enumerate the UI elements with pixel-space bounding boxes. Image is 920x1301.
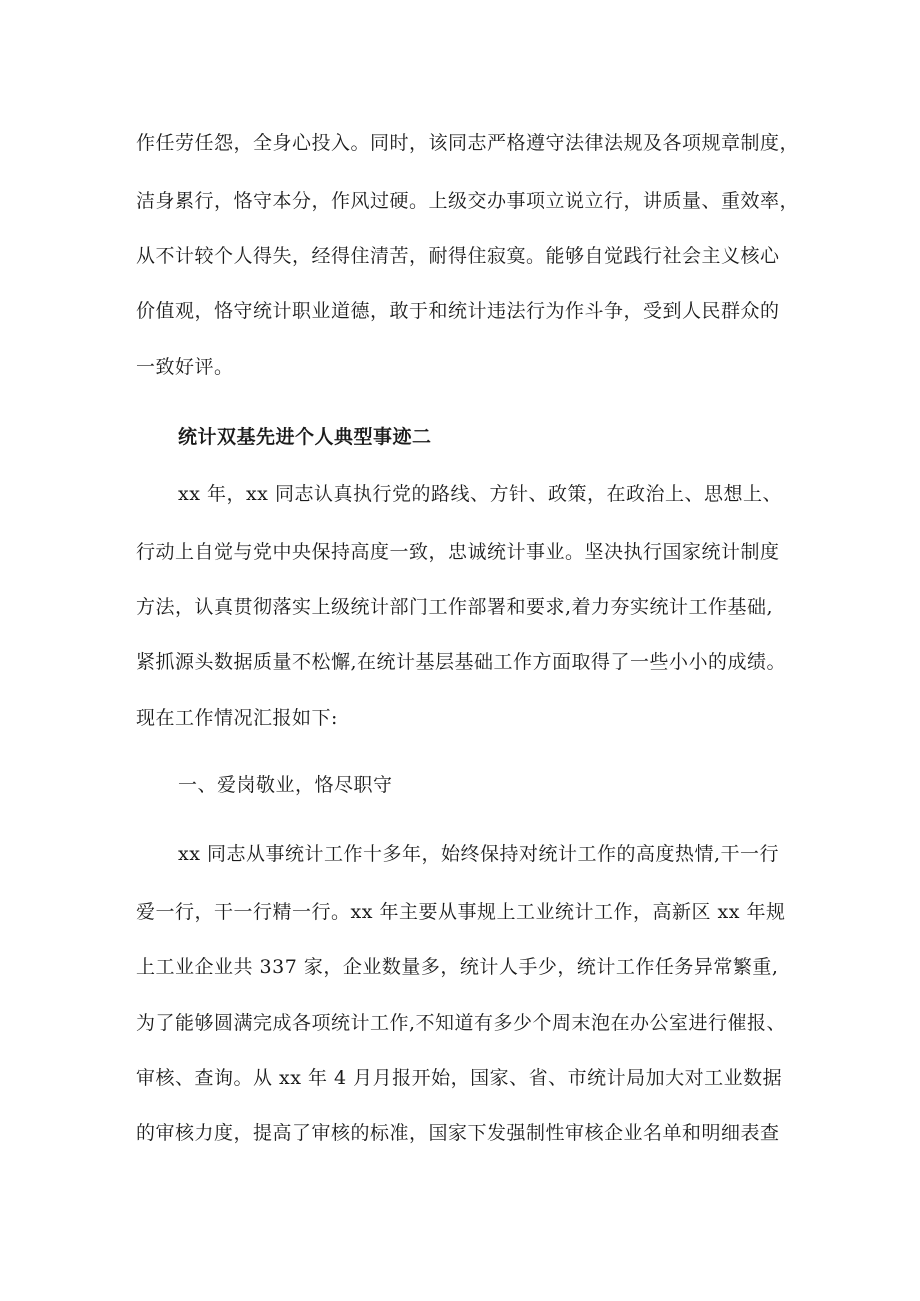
body-text-line: 一致好评。 — [136, 356, 234, 378]
body-text-line: 洁身累行，恪守本分，作风过硬。上级交办事项立说立行，讲质量、重效率， — [136, 190, 800, 212]
body-text-line: 行动上自觉与党中央保持高度一致，忠诚统计事业。坚决执行国家统计制度 — [136, 541, 780, 563]
subheading: 一、爱岗敬业，恪尽职守 — [178, 774, 393, 796]
body-text-line: 爱一行，干一行精一行。xx 年主要从事规上工业统计工作，高新区 xx 年规 — [136, 901, 786, 923]
body-text-line: xx 同志从事统计工作十多年，始终保持对统计工作的高度热情,干一行 — [178, 843, 780, 865]
body-text-line: 价值观，恪守统计职业道德，敢于和统计违法行为作斗争，受到人民群众的 — [136, 300, 780, 322]
body-text-line: 作任劳任怨，全身心投入。同时，该同志严格遵守法律法规及各项规章制度， — [136, 132, 800, 154]
body-text-line: 审核、查询。从 xx 年 4 月月报开始，国家、省、市统计局加大对工业数据 — [136, 1067, 783, 1089]
body-text-line: 上工业企业共 337 家，企业数量多，统计人手少，统计工作任务异常繁重, — [136, 956, 779, 978]
body-text-line: xx 年，xx 同志认真执行党的路线、方针、政策，在政治上、思想上、 — [178, 483, 782, 505]
body-text-line: 为了能够圆满完成各项统计工作,不知道有多少个周末泡在办公室进行催报、 — [136, 1012, 787, 1034]
section-title: 统计双基先进个人典型事迹二 — [178, 426, 432, 448]
body-text-line: 紧抓源头数据质量不松懈,在统计基层基础工作方面取得了一些小小的成绩。 — [136, 651, 787, 673]
body-text-line: 从不计较个人得失，经得住清苦，耐得住寂寞。能够自觉践行社会主义核心 — [136, 245, 780, 267]
body-text-line: 方法，认真贯彻落实上级统计部门工作部署和要求,着力夯实统计工作基础, — [136, 596, 774, 618]
body-text-line: 现在工作情况汇报如下: — [136, 707, 338, 729]
body-text-line: 的审核力度，提高了审核的标准，国家下发强制性审核企业名单和明细表查 — [136, 1122, 780, 1144]
